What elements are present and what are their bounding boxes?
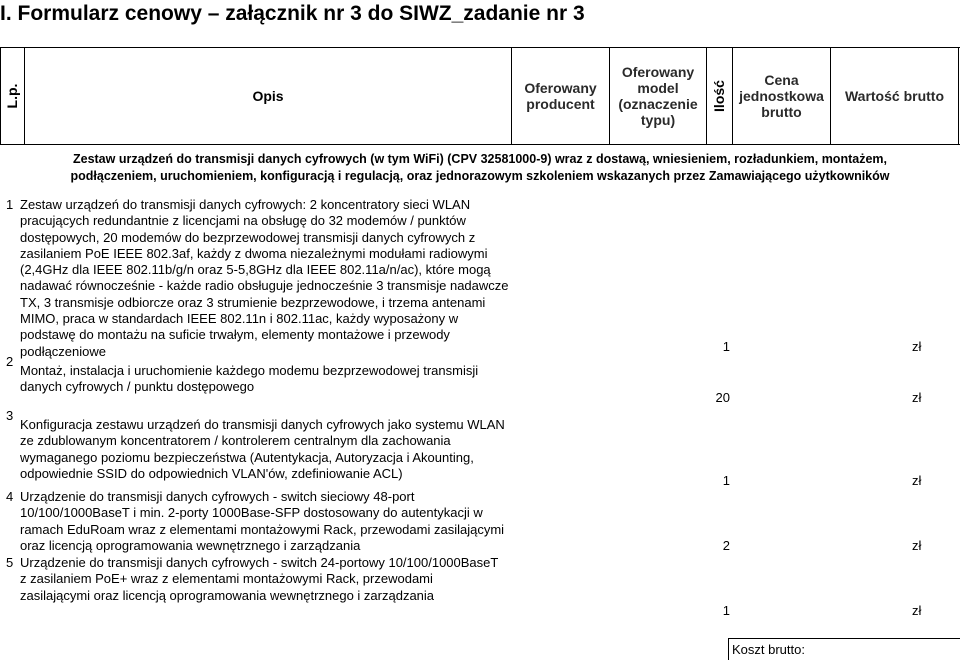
row-description: Zestaw urządzeń do transmisji danych cyfrowych: 2 koncentratory sieci WLAN pracujących redundantnie z licencjami na obsługę do 32 modemów / punktów dostępowych, 20 modemów do bezprzewodowej transmisji danych cyfrowych z zasilaniem PoE IEEE 802.3af, każdy z dwoma niezależnymi modułami radiowymi (2,4GHz dla IEEE 802.11b/g/n oraz 5-5,8GHz dla IEEE 802.11a/n/ac), które mogą nadawać równocześnie - każde radio obsługuje jednocześnie 3 transmisje nadawcze TX, 3 transmisje odbiorcze oraz 3 strumienie bezprzewodowe, i trzema antenami MIMO, praca w standardach IEEE 802.11n i 802.11ac, każdy wyposażony w podstawę do montażu na suficie trwałym, elementy montażowe i przewody podłączeniowe [20, 197, 509, 359]
row-description: Montaż, instalacja i uruchomienie każdego modemu bezprzewodowej transmisji danych cyfrowych / punktu dostępowego [20, 363, 479, 395]
row-number: 1 [6, 197, 14, 212]
header-lp: L.p. [4, 83, 20, 109]
row-currency: zł [912, 603, 922, 618]
row-description: Konfiguracja zestawu urządzeń do transmisji danych cyfrowych jako systemu WLAN ze zdublowanym koncentratorem / kontrolerem centralnym dla zachowania wymaganego poziomu bezpieczeństwa (Autentykacja, Autoryzacja i Akounting, odpowiednie SSID do odpowiednich VLAN'ów, zdefiniowanie ACL) [20, 417, 505, 481]
header-wartosc: Wartość brutto [844, 88, 945, 104]
header-producent: Oferowany producent [524, 80, 597, 112]
row-currency: zł [912, 473, 922, 488]
row-currency: zł [912, 538, 922, 553]
row-quantity: 1 [722, 339, 730, 354]
total-cell-border [728, 638, 729, 660]
section-title [0, 151, 960, 185]
row-number: 2 [6, 354, 14, 369]
header-opis: Opis [252, 88, 284, 104]
header-col-divider [958, 47, 959, 145]
row-quantity: 2 [722, 538, 730, 553]
row-quantity: 1 [722, 603, 730, 618]
row-currency: zł [912, 339, 922, 354]
total-label: Koszt brutto: [732, 642, 805, 657]
row-description: Urządzenie do transmisji danych cyfrowych - switch sieciowy 48-port 10/100/1000BaseT i min. 2-porty 1000Base-SFP dostosowany do autentykacji w ramach EduRoam wraz z elementami montażowymi Rack, przewodami zasilającymi oraz licencją oprogramowania wewnętrznego i zarządzania [20, 489, 505, 553]
row-number: 3 [6, 408, 14, 423]
header-model: Oferowany model (oznaczenie typu) [618, 64, 698, 128]
header-col-divider [0, 47, 1, 145]
section-title-line: podłączeniem, uruchomieniem, konfiguracją i regulacją, oraz jednorazowym szkoleniem wskazanych przez Zamawiającego użytkowników [70, 169, 890, 183]
row-quantity: 1 [722, 473, 730, 488]
header-col-divider [706, 47, 707, 145]
section-title-line: Zestaw urządzeń do transmisji danych cyfrowych (w tym WiFi) (CPV 32581000-9) wraz z dostawą, wniesieniem, rozładunkiem, montażem, [72, 152, 887, 166]
row-number: 4 [6, 489, 14, 504]
header-ilosc: Ilość [711, 80, 727, 112]
row-number: 5 [6, 555, 14, 570]
total-cell-border [728, 638, 960, 639]
row-description: Urządzenie do transmisji danych cyfrowych - switch 24-portowy 10/100/1000BaseT z zasilaniem PoE+ wraz z elementami montażowymi Rack, przewodami zasilającymi oraz licencją oprogramowania wewnętrznego i zarządzania [20, 555, 499, 603]
page-title: I. Formularz cenowy – załącznik nr 3 do SIWZ_zadanie nr 3 [0, 2, 585, 25]
row-currency: zł [912, 390, 922, 405]
row-quantity: 20 [715, 390, 730, 405]
header-cena: Cena jednostkowa brutto [739, 72, 824, 120]
header-bottom-border [0, 144, 960, 145]
